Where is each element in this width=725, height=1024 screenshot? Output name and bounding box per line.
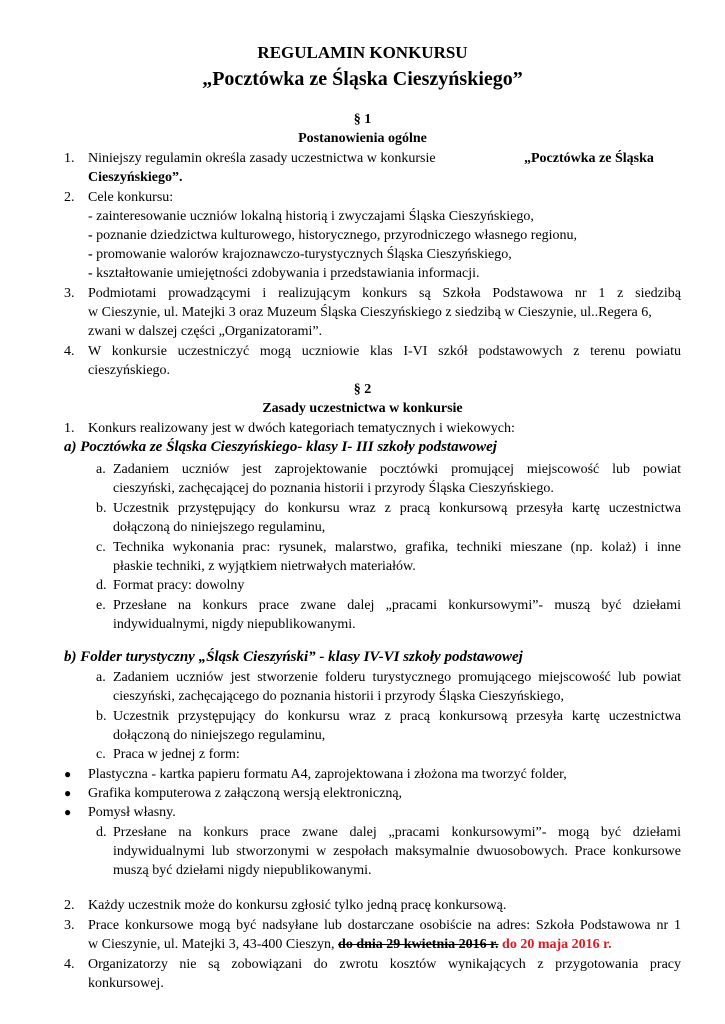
section-2-heading: Zasady uczestnictwa w konkursie: [262, 401, 463, 416]
s1-item-3-line-1: Podmiotami prowadzącymi i realizującym konkurs są Szkoła Podstawowa nr 1 z siedzibą: [88, 286, 681, 301]
s2-item-3-number: 3.: [64, 918, 75, 933]
s1-item-1-line-2: Cieszyńskiego”.: [88, 170, 183, 185]
section-1-heading: Postanowienia ogólne: [298, 131, 427, 146]
s1-item-2-line-2: - zainteresowanie uczniów lokalną historią i zwyczajami Śląska Cieszyńskiego,: [88, 209, 534, 224]
cat-b-item-c-number: c.: [96, 747, 106, 762]
cat-b-item-a-line-1: Zadaniem uczniów jest stworzenie folderu turystycznego promującego miejscowość lub powiat: [113, 670, 681, 685]
cat-a-item-c-number: c.: [96, 540, 106, 555]
cat-a-item-b-line-1: Uczestnik przystępujący do konkursu wraz z pracą konkursową przesyła kartę uczestnictwa: [113, 501, 681, 516]
s1-item-2-line-4: - promowanie walorów krajoznawczo-turystycznych Śląska Cieszyńskiego,: [88, 247, 512, 262]
s1-item-2-line-3: - poznanie dziedzictwa kulturowego, historycznego, przyrodniczego własnego regionu,: [88, 228, 578, 243]
document-subtitle: „Pocztówka ze Śląska Cieszyńskiego”: [202, 68, 523, 90]
s1-item-1-line-1-bold: „Pocztówka ze Śląska: [524, 151, 654, 166]
cat-a-item-a-line-2: cieszyński, zachęcającej do poznania historii i przyrody Śląska Cieszyńskiego.: [113, 481, 554, 496]
cat-b-item-d-line-2: indywidualnymi lub stworzonymi w zespołach maksymalnie dwuosobowych. Prace konkursowe: [113, 844, 681, 859]
s1-item-2-line-5: - kształtowanie umiejętności zdobywania i przedstawiania informacji.: [88, 266, 480, 281]
cat-a-item-b-number: b.: [96, 501, 107, 516]
cat-a-item-e-line-2: indywidualnymi, nigdy niepublikowanymi.: [113, 617, 356, 632]
s1-item-4-number: 4.: [64, 344, 75, 359]
cat-b-item-b-line-2: dołączoną do niniejszego regulaminu,: [113, 728, 326, 743]
document-title: REGULAMIN KONKURSU: [257, 43, 468, 62]
s2-item-2-line-1: Każdy uczestnik może do konkursu zgłosić tylko jedną pracę konkursową.: [88, 898, 507, 913]
section-2-number: § 2: [353, 382, 372, 397]
s1-item-3-number: 3.: [64, 286, 75, 301]
cat-b-item-b-line-1: Uczestnik przystępujący do konkursu wraz z pracą konkursową przesyła kartę uczestnictwa: [113, 709, 681, 724]
cat-a-item-e-line-1: Przesłane na konkurs prace zwane dalej „pracami konkursowymi”- muszą być dziełami: [113, 598, 681, 613]
new-deadline: do 20 maja 2016 r.: [502, 937, 612, 952]
cat-a-item-e-number: e.: [96, 598, 106, 613]
cat-b-item-d-number: d.: [96, 825, 107, 840]
s1-item-2-line-1: Cele konkursu:: [88, 190, 174, 205]
cat-b-item-d-line-3: muszą być dziełami nigdy niepublikowanymi.: [113, 863, 372, 878]
cat-b-item-d-line-1: Przesłane na konkurs prace zwane dalej „pracami konkursowymi”- mogą być dziełami: [113, 825, 681, 840]
cat-a-item-d-line-1: Format pracy: dowolny: [113, 578, 245, 593]
s1-item-1-line-1: Niniejszy regulamin określa zasady uczestnictwa w konkursie: [88, 151, 436, 166]
section-1-number: § 1: [353, 112, 372, 127]
cat-a-item-c-line-2: płaskie techniki, z wyjątkiem nietrwałych materiałów.: [113, 559, 416, 574]
s2-item-1-number: 1.: [64, 421, 75, 436]
cat-b-item-c-line-1: Praca w jednej z form:: [113, 747, 240, 762]
cat-b-item-a-line-2: cieszyński, zachęcającego do poznania historii i przyrody Śląska Cieszyńskiego,: [113, 689, 564, 704]
s1-item-2-number: 2.: [64, 190, 75, 205]
bullet-icon: ●: [64, 805, 72, 819]
s2-item-3-line-2: w Cieszynie, ul. Matejki 3, 43-400 Cieszyn, do dnia 29 kwietnia 2016 r. do 20 maja 2016 r.: [88, 937, 612, 952]
cat-b-bullet-3: Pomysł własny.: [88, 805, 176, 820]
s2-item-4-line-2: konkursowej.: [88, 976, 164, 991]
cat-b-item-a-number: a.: [96, 670, 106, 685]
bullet-icon: ●: [64, 767, 72, 781]
cat-a-item-c-line-1: Technika wykonania prac: rysunek, malarstwo, grafika, techniki mieszane (np. kolaż) i inne: [113, 540, 681, 555]
s1-item-3-line-2: w Cieszynie, ul. Matejki 3 oraz Muzeum Śląska Cieszyńskiego z siedzibą w Cieszynie, ul..Regera 6,: [88, 305, 652, 320]
cat-a-item-d-number: d.: [96, 578, 107, 593]
s2-item-4-number: 4.: [64, 957, 75, 972]
s1-item-1-number: 1.: [64, 151, 75, 166]
bullet-icon: ●: [64, 786, 72, 800]
cat-a-item-a-number: a.: [96, 462, 106, 477]
old-deadline: do dnia 29 kwietnia 2016 r.: [338, 937, 499, 952]
cat-a-item-a-line-1: Zadaniem uczniów jest zaprojektowanie pocztówki promującej miejscowość lub powiat: [113, 462, 681, 477]
cat-b-bullet-1: Plastyczna - kartka papieru formatu A4, zaprojektowana i złożona ma tworzyć folder,: [88, 767, 567, 782]
s1-item-3-line-3: zwani w dalszej części „Organizatorami”.: [88, 324, 323, 339]
s2-item-2-number: 2.: [64, 898, 75, 913]
s2-item-3-line-1: Prace konkursowe mogą być nadsyłane lub dostarczane osobiście na adres: Szkoła Podstawowa nr 1: [88, 918, 681, 933]
s2-item-4-line-1: Organizatorzy nie są zobowiązani do zwrotu kosztów wynikających z przygotowania pracy: [88, 957, 681, 972]
category-b-heading: b) Folder turystyczny „Śląsk Cieszyński” - klasy IV-VI szkoły podstawowej: [64, 649, 523, 665]
s2-item-1-line-1: Konkurs realizowany jest w dwóch kategoriach tematycznych i wiekowych:: [88, 421, 515, 436]
category-a-heading: a) Pocztówka ze Śląska Cieszyńskiego- klasy I- III szkoły podstawowej: [64, 439, 497, 455]
s1-item-4-line-1: W konkursie uczestniczyć mogą uczniowie klas I-VI szkół podstawowych z terenu powiatu: [88, 344, 681, 359]
s1-item-4-line-2: cieszyńskiego.: [88, 363, 171, 378]
cat-b-bullet-2: Grafika komputerowa z załączoną wersją elektroniczną,: [88, 786, 403, 801]
cat-b-item-b-number: b.: [96, 709, 107, 724]
cat-a-item-b-line-2: dołączoną do niniejszego regulaminu,: [113, 520, 326, 535]
